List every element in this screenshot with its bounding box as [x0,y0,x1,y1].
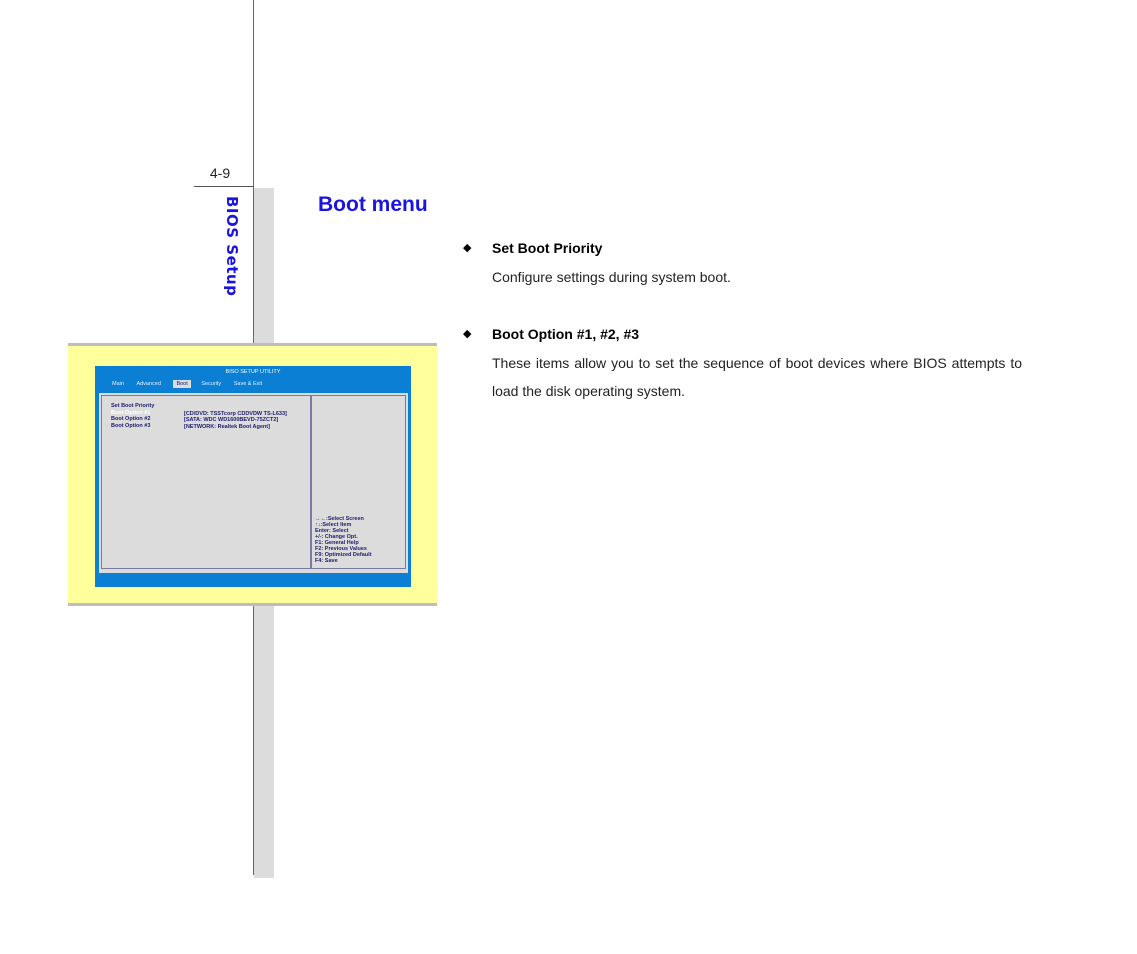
item-title-boot-options: Boot Option #1, #2, #3 [492,326,640,342]
help-optimized-default: F9: Optimized Default [315,552,372,558]
help-select-screen: →←:Select Screen [315,516,364,522]
section-title: Boot menu [318,193,428,216]
bullet-icon: ◆ [463,328,472,340]
bios-heading: Set Boot Priority [111,403,155,409]
bios-tab-advanced[interactable]: Advanced [136,381,161,387]
bios-options-panel [101,395,311,569]
bios-body [99,393,408,573]
chapter-side-title: BIOS Setup [223,196,241,297]
item-title-set-boot-priority: Set Boot Priority [492,240,603,256]
page-number: 4-9 [209,165,231,181]
help-change-option: +/-: Change Opt. [315,534,358,540]
boot-option-3-value[interactable]: [NETWORK: Realtek Boot Agent] [184,424,270,430]
bios-help-panel [311,395,406,569]
help-save: F4: Save [315,558,338,564]
bios-tab-save-exit[interactable]: Save & Exit [233,381,263,387]
help-enter-select: Enter: Select [315,528,349,534]
bios-tab-bar [112,380,273,388]
help-previous-values: F2: Previous Values [315,546,367,552]
item-description-boot-options: These items allow you to set the sequence of boot devices where BIOS attempts to load the disk operating system. [492,355,1022,399]
bios-help-list [315,516,372,564]
boot-option-1-label[interactable]: Boot Option #1 [111,410,151,416]
boot-option-1-value[interactable]: [CD/DVD: TSSTcorp CDDVDW TS-L633] [184,411,287,417]
bullet-icon: ◆ [463,242,472,254]
bios-tab-boot[interactable]: Boot [173,380,190,388]
help-general-help: F1: General Help [315,540,359,546]
boot-option-3-label[interactable]: Boot Option #3 [111,423,151,429]
bios-tab-security[interactable]: Security [201,381,222,387]
bios-title: BISO SETUP UTILITY [225,369,281,375]
boot-option-2-value[interactable]: [SATA: WDC WD1600BEVD-75ZCT2] [184,417,279,423]
page-number-rule [194,186,253,187]
item-description-set-boot-priority: Configure settings during system boot. [492,269,731,285]
bios-screenshot-figure [68,343,437,606]
bios-tab-main[interactable]: Main [112,381,124,387]
bios-window [95,366,411,587]
boot-option-2-label[interactable]: Boot Option #2 [111,416,151,422]
help-select-item: ↑↓:Select Item [315,522,352,528]
